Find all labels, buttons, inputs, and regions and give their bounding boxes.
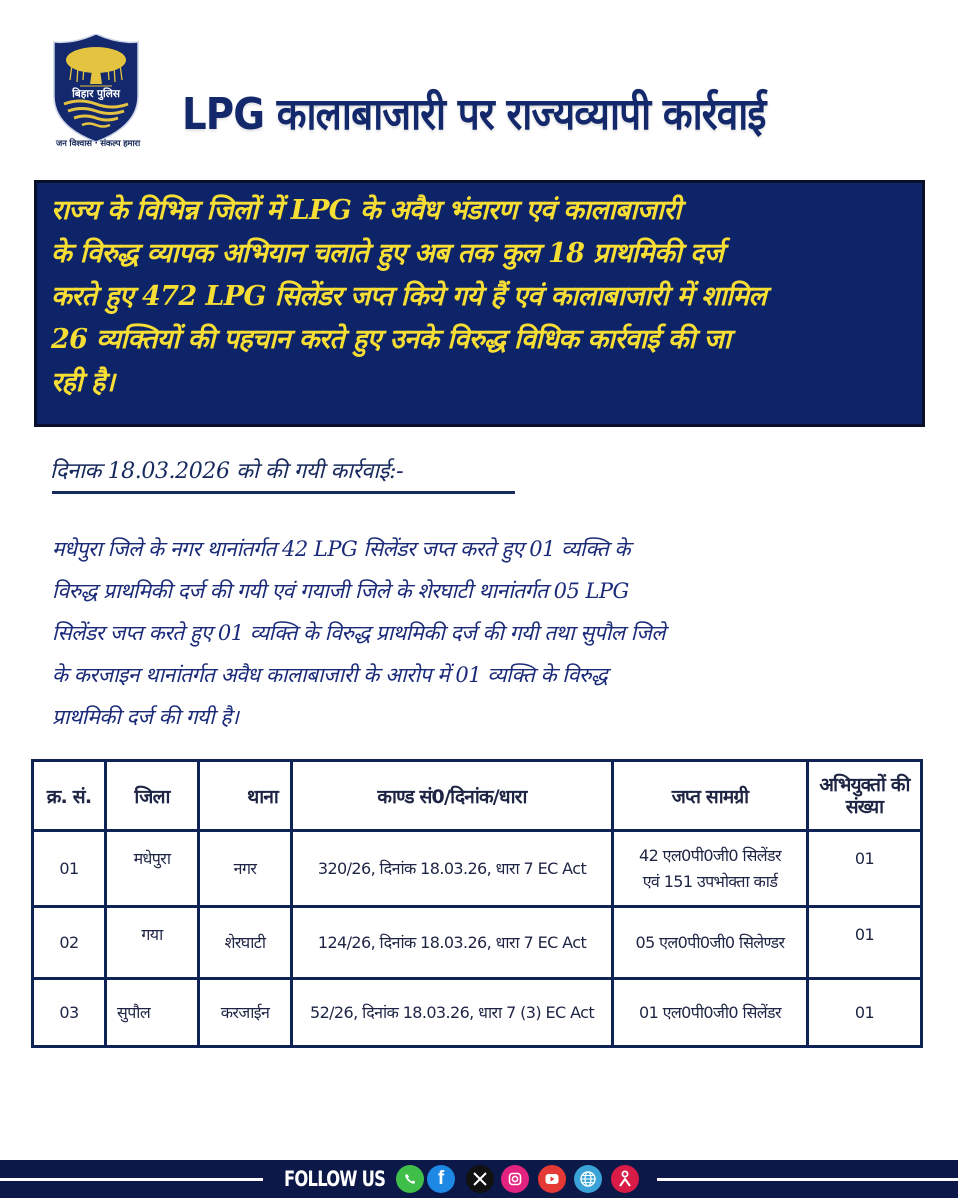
cell-serial: 02 bbox=[33, 907, 106, 979]
date-heading: दिनाक 18.03.2026 को की गयी कार्रवाई:- bbox=[50, 459, 404, 484]
cell-district: सुपौल bbox=[106, 979, 199, 1047]
column-header-police-station: थाना bbox=[199, 761, 292, 831]
seized-line: 42 एल0पी0जी0 सिलेंडर bbox=[639, 845, 781, 865]
cell-case-details: 52/26, दिनांक 18.03.26, धारा 7 (3) EC Act bbox=[292, 979, 613, 1047]
column-header-district: जिला bbox=[106, 761, 199, 831]
cell-serial: 01 bbox=[33, 831, 106, 907]
description-line: सिलेंडर जप्त करते हुए 01 व्यक्ति के विरुद्ध प्राथमिकी दर्ज की गयी तथा सुपौल जिले bbox=[52, 621, 665, 645]
cell-district: मधेपुरा bbox=[106, 831, 199, 907]
instagram-icon[interactable] bbox=[501, 1165, 529, 1193]
column-header-seized-items: जप्त सामग्री bbox=[613, 761, 808, 831]
summary-line: करते हुए 472 LPG सिलेंडर जप्त किये गये हैं एवं कालाबाजारी में शामिल bbox=[51, 281, 767, 312]
table-row bbox=[33, 831, 922, 907]
cell-accused-count: 01 bbox=[808, 831, 922, 907]
description-line: के करजाइन थानांतर्गत अवैध कालाबाजारी के आरोप में 01 व्यक्ति के विरुद्ध bbox=[52, 663, 608, 687]
cell-district: गया bbox=[106, 907, 199, 979]
cell-seized-items: 01 एल0पी0जी0 सिलेंडर bbox=[613, 979, 808, 1047]
facebook-icon[interactable]: f bbox=[427, 1165, 455, 1193]
summary-line: के विरुद्ध व्यापक अभियान चलाते हुए अब तक कुल 18 प्राथमिकी दर्ज bbox=[51, 238, 724, 269]
summary-line: राज्य के विभिन्न जिलों में LPG के अवैध भंडारण एवं कालाबाजारी bbox=[51, 195, 681, 226]
website-globe-icon[interactable] bbox=[574, 1165, 602, 1193]
koo-icon[interactable] bbox=[611, 1165, 639, 1193]
svg-text:बिहार पुलिस: बिहार पुलिस bbox=[72, 88, 120, 100]
cell-case-details: 124/26, दिनांक 18.03.26, धारा 7 EC Act bbox=[292, 907, 613, 979]
column-header-accused-count: अभियुक्तों की संख्या bbox=[808, 761, 922, 831]
police-shield-emblem-icon bbox=[50, 34, 142, 142]
cell-accused-count: 01 bbox=[808, 979, 922, 1047]
whatsapp-icon[interactable] bbox=[396, 1165, 424, 1193]
column-header-case-details: काण्ड सं0/दिनांक/धारा bbox=[292, 761, 613, 831]
follow-us-label: FOLLOW US bbox=[284, 1167, 386, 1191]
logo-tagline: जन विश्वास · संकल्प हमारा bbox=[56, 139, 140, 149]
youtube-icon[interactable] bbox=[538, 1165, 566, 1193]
footer-follow-bar bbox=[0, 1160, 958, 1198]
summary-box bbox=[34, 180, 925, 427]
table-row bbox=[33, 907, 922, 979]
cell-accused-count: 01 bbox=[808, 907, 922, 979]
cell-case-details: 320/26, दिनांक 18.03.26, धारा 7 EC Act bbox=[292, 831, 613, 907]
summary-line: 26 व्यक्तियों की पहचान करते हुए उनके विरुद्ध विधिक कार्रवाई की जा bbox=[51, 324, 731, 355]
description-line: मधेपुरा जिले के नगर थानांतर्गत 42 LPG सिलेंडर जप्त करते हुए 01 व्यक्ति के bbox=[52, 537, 630, 561]
cell-police-station: शेरघाटी bbox=[199, 907, 292, 979]
table-header-row bbox=[33, 761, 922, 831]
footer-divider-right bbox=[657, 1178, 958, 1181]
cell-seized-items: 05 एल0पी0जी0 सिलेण्डर bbox=[613, 907, 808, 979]
action-description bbox=[52, 528, 912, 738]
fir-table bbox=[31, 759, 920, 1047]
seized-line: एवं 151 उपभोक्ता कार्ड bbox=[642, 871, 778, 891]
cell-police-station: नगर bbox=[199, 831, 292, 907]
description-line: प्राथमिकी दर्ज की गयी है। bbox=[52, 705, 239, 729]
summary-line: रही है। bbox=[51, 367, 115, 398]
cell-seized-items bbox=[613, 831, 808, 907]
footer-divider-left bbox=[0, 1178, 263, 1181]
heading-underline bbox=[52, 491, 515, 494]
x-icon[interactable] bbox=[466, 1165, 494, 1193]
table-row bbox=[33, 979, 922, 1047]
page-title: LPG कालाबाजारी पर राज्यव्यापी कार्रवाई bbox=[182, 89, 766, 140]
bihar-police-logo bbox=[50, 34, 142, 152]
cell-serial: 03 bbox=[33, 979, 106, 1047]
cell-police-station: करजाईन bbox=[199, 979, 292, 1047]
column-header-serial: क्र. सं. bbox=[33, 761, 106, 831]
description-line: विरुद्ध प्राथमिकी दर्ज की गयी एवं गयाजी जिले के शेरघाटी थानांतर्गत 05 LPG bbox=[52, 579, 629, 603]
